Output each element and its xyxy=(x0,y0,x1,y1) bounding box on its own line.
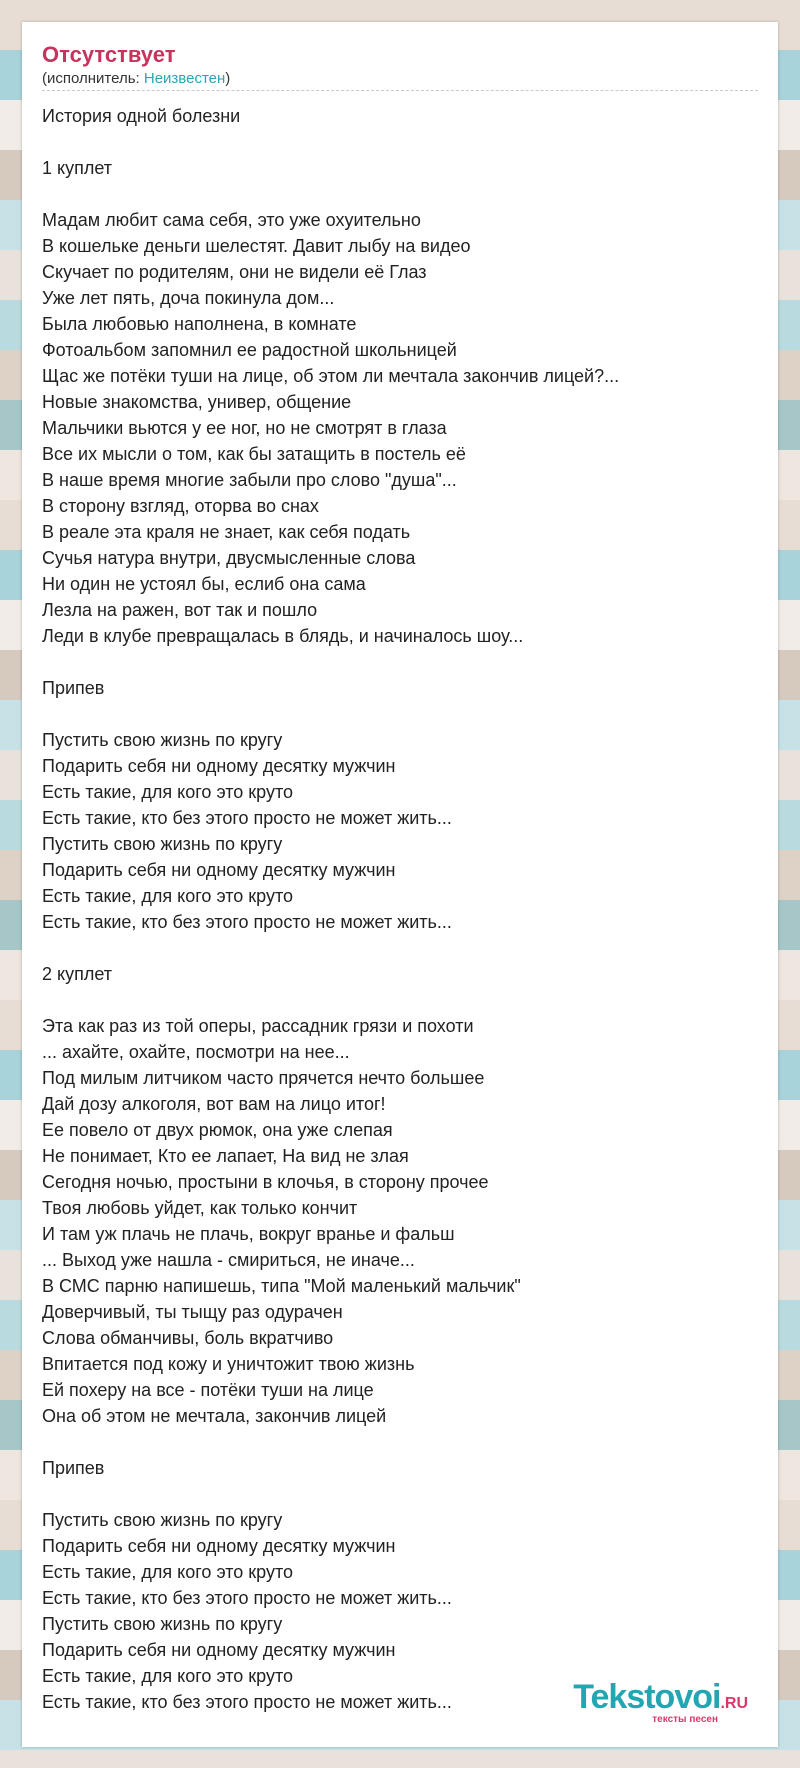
lyric-line: Подарить себя ни одному десятку мужчин xyxy=(42,1640,396,1660)
lyric-line: Под милым литчиком часто прячется нечто большее xyxy=(42,1068,485,1088)
lyric-line: Доверчивый, ты тыщу раз одурачен xyxy=(42,1302,343,1322)
lyric-line: Эта как раз из той оперы, рассадник грязи и похоти xyxy=(42,1016,474,1036)
lyric-line: ... Выход уже нашла - смириться, не иначе... xyxy=(42,1250,415,1270)
song-title: Отсутствует xyxy=(42,42,176,67)
performer-line xyxy=(42,70,758,88)
lyric-line: Ей похеру на все - потёки туши на лице xyxy=(42,1380,374,1400)
lyric-line: В реале эта краля не знает, как себя подать xyxy=(42,522,411,542)
logo-tld: .RU xyxy=(720,1695,748,1712)
lyric-line: Ни один не устоял бы, еслиб она сама xyxy=(42,574,366,594)
lyric-line: В СМС парню напишешь, типа "Мой маленький мальчик" xyxy=(42,1276,521,1296)
lyric-line: 2 куплет xyxy=(42,964,112,984)
lyric-line: Пустить свою жизнь по кругу xyxy=(42,730,283,750)
lyric-line: Уже лет пять, доча покинула дом... xyxy=(42,288,335,308)
lyric-line: Пустить свою жизнь по кругу xyxy=(42,834,283,854)
lyric-line: Есть такие, для кого это круто xyxy=(42,1562,294,1582)
lyric-line: Пустить свою жизнь по кругу xyxy=(42,1510,283,1530)
lyric-line: Слова обманчивы, боль вкратчиво xyxy=(42,1328,334,1348)
lyric-line: Щас же потёки туши на лице, об этом ли мечтала закончив лицей?... xyxy=(42,366,620,386)
lyrics-card xyxy=(22,22,778,1747)
lyric-line: 1 куплет xyxy=(42,158,112,178)
lyric-line: Она об этом не мечтала, закончив лицей xyxy=(42,1406,387,1426)
blank-line xyxy=(42,1481,758,1507)
blank-line xyxy=(42,987,758,1013)
lyric-line: Фотоальбом запомнил ее радостной школьницей xyxy=(42,340,457,360)
lyric-line: Твоя любовь уйдет, как только кончит xyxy=(42,1198,358,1218)
lyric-line: Ее повело от двух рюмок, она уже слепая xyxy=(42,1120,393,1140)
lyric-line: Не понимает, Кто ее лапает, На вид не злая xyxy=(42,1146,409,1166)
performer-prefix: (исполнитель: xyxy=(42,70,144,87)
title-divider xyxy=(42,90,758,91)
logo-name: Tekstovoi xyxy=(573,1678,721,1716)
lyric-line: Дай дозу алкоголя, вот вам на лицо итог! xyxy=(42,1094,386,1114)
lyric-line: Есть такие, кто без этого просто не может жить... xyxy=(42,912,452,932)
lyric-line: Подарить себя ни одному десятку мужчин xyxy=(42,1536,396,1556)
lyric-line: ... ахайте, охайте, посмотри на нее... xyxy=(42,1042,350,1062)
lyric-line: Подарить себя ни одному десятку мужчин xyxy=(42,860,396,880)
lyric-line: В наше время многие забыли про слово "душа"... xyxy=(42,470,457,490)
lyrics-body xyxy=(42,103,758,1715)
lyric-line: Мальчики вьются у ее ног, но не смотрят в глаза xyxy=(42,418,447,438)
blank-line xyxy=(42,129,758,155)
lyric-line: Сучья натура внутри, двусмысленные слова xyxy=(42,548,416,568)
lyric-line: И там уж плачь не плачь, вокруг вранье и фальш xyxy=(42,1224,455,1244)
lyric-line: Сегодня ночью, простыни в клочья, в сторону прочее xyxy=(42,1172,489,1192)
lyric-line: Мадам любит сама себя, это уже охуительно xyxy=(42,210,421,230)
lyric-line: Была любовью наполнена, в комнате xyxy=(42,314,357,334)
lyric-line: Леди в клубе превращалась в блядь, и начиналось шоу... xyxy=(42,626,524,646)
lyric-line: Припев xyxy=(42,1458,105,1478)
lyric-line: Есть такие, кто без этого просто не может жить... xyxy=(42,1588,452,1608)
lyric-line: Все их мысли о том, как бы затащить в постель её xyxy=(42,444,466,464)
lyric-line: Есть такие, для кого это круто xyxy=(42,1666,294,1686)
lyric-line: В сторону взгляд, оторва во снах xyxy=(42,496,319,516)
lyric-line: Впитается под кожу и уничтожит твою жизнь xyxy=(42,1354,415,1374)
lyric-line: История одной болезни xyxy=(42,106,241,126)
lyric-line: В кошельке деньги шелестят. Давит лыбу на видео xyxy=(42,236,471,256)
logo-tagline: тексты песен xyxy=(652,1714,718,1725)
lyric-line: Припев xyxy=(42,678,105,698)
blank-line xyxy=(42,1429,758,1455)
lyric-line: Скучает по родителям, они не видели её Глаз xyxy=(42,262,427,282)
blank-line xyxy=(42,935,758,961)
lyric-line: Есть такие, для кого это круто xyxy=(42,782,294,802)
performer-suffix: ) xyxy=(225,70,231,87)
performer-link[interactable]: Неизвестен xyxy=(143,70,226,87)
lyric-line: Есть такие, кто без этого просто не может жить... xyxy=(42,1692,452,1712)
lyric-line: Есть такие, кто без этого просто не может жить... xyxy=(42,808,452,828)
lyric-line: Пустить свою жизнь по кругу xyxy=(42,1614,283,1634)
lyric-line: Подарить себя ни одному десятку мужчин xyxy=(42,756,396,776)
lyric-line: Новые знакомства, универ, общение xyxy=(42,392,352,412)
blank-line xyxy=(42,701,758,727)
lyric-line: Есть такие, для кого это круто xyxy=(42,886,294,906)
blank-line xyxy=(42,649,758,675)
lyric-line: Лезла на ражен, вот так и пошло xyxy=(42,600,318,620)
blank-line xyxy=(42,181,758,207)
site-logo[interactable] xyxy=(573,1680,748,1725)
